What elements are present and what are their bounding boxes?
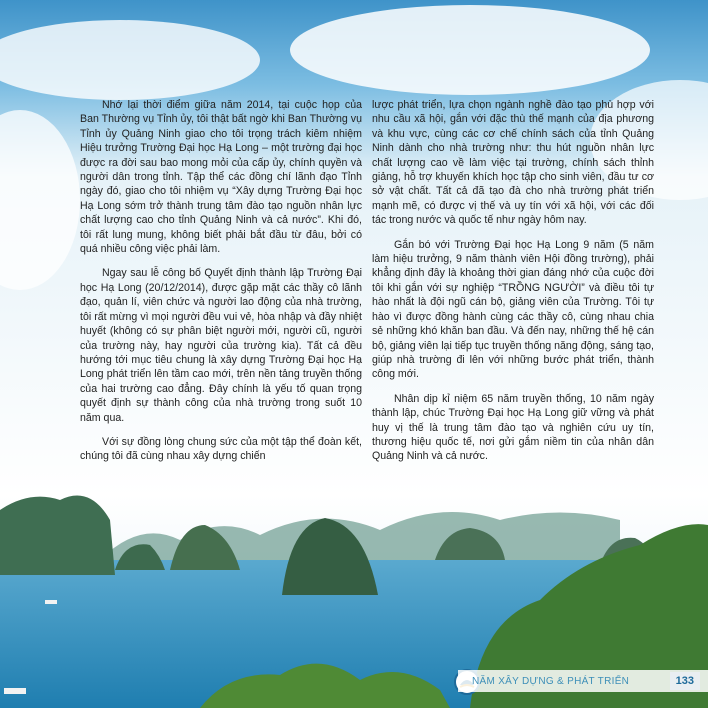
boat [4,688,26,694]
paragraph: Gắn bó với Trường Đại học Hạ Long 9 năm (5 năm làm hiệu trưởng, 9 năm thành viên Hội đồng trường), phải khẳng định đây là khoảng thời gian đáng nhớ của cuộc đời tôi khi gắn với sự nghiệp “TRỒNG NGƯỜI” và điều tôi tự hào nhất là đội ngũ cán bộ, giảng viên của Trường. Tôi tự hào vì được đồng hành cùng các thầy cô, cùng nhau chia sẻ những khó khăn ban đầu. Và đến nay, những thế hệ cán bộ, giảng viên lại tiếp tục truyền thống năng động, sáng tạo, giúp nhà trường đi lên với những bước phát triển, thành công mới. [372,238,654,381]
left-text-column [80,98,362,474]
paragraph: Nhân dịp kỉ niệm 65 năm truyền thống, 10 năm ngày thành lập, chúc Trường Đại học Hạ Long giữ vững và phát huy vị thế là trung tâm đào tạo và nghiên cứu uy tín, thương hiệu quốc tế, nơi gửi gắm niềm tin của nhân dân Quảng Ninh và cả nước. [372,392,654,463]
cloud [290,5,650,95]
page-number: 133 [670,672,700,690]
paragraph: Với sự đồng lòng chung sức của một tập thể đoàn kết, chúng tôi đã cùng nhau xây dựng chiến [80,435,362,463]
paragraph: Ngay sau lễ công bố Quyết định thành lập Trường Đại học Hạ Long (20/12/2014), được gặp mặt các thầy cô lãnh đạo, quản lí, viên chức và người lao động của nhà trường, tôi rất mừng vì mọi người đều vui vẻ, hòa nhập và đầy nhiệt huyết (không có sự phân biệt người mới, người cũ, người của trường này, hay người của trường kia). Tất cả đều hướng tới mục tiêu chung là xây dựng Trường Đại học Hạ Long phát triển lên tầm cao mới, trên nền tảng truyền thống của hai trường cao đẳng. Đây chính là yếu tố quan trọng quyết định sự thành công của nhà trường trong suốt 10 năm qua. [80,267,362,424]
page-footer [458,670,708,692]
right-text-column [372,98,654,474]
paragraph: lược phát triển, lựa chọn ngành nghề đào tạo phù hợp với nhu cầu xã hội, gắn với đặc thù thế mạnh của địa phương và khu vực, cùng các cơ chế chính sách của tỉnh Quảng Ninh dành cho nhà trường như: thu hút nguồn nhân lực chất lượng cao về làm việc tại trường, chính sách thỉnh giảng, hỗ trợ khuyến khích học tập cho sinh viên, đầu tư cơ sở vật chất. Tất cả đã tạo đà cho nhà trường phát triển mạnh mẽ, có được vị thế và uy tín với xã hội, với các đối tác trong nước và quốc tế như ngày hôm nay. [372,99,654,227]
island-left [0,496,115,576]
boat [45,600,57,604]
paragraph: Nhớ lại thời điểm giữa năm 2014, tại cuộc họp của Ban Thường vụ Tỉnh ủy, tôi thật bất ngờ khi Ban Thường vụ Tỉnh ủy Quảng Ninh giao cho tôi trọng trách kiêm nhiệm Hiệu trưởng Trường Đại học Hạ Long – một trường đại học được ra đời sau bao mong mỏi của cấp ủy, chính quyền và người dân trong tỉnh. Tập thể các đồng chí lãnh đạo Tỉnh ngày đó, giao cho tôi nhiệm vụ “Xây dựng Trường Đại học Hạ Long sớm trở thành trung tâm đào tạo nguồn nhân lực chất lượng cao cho tỉnh Quảng Ninh và cả nước”. Khi đó, tôi rất lung mung, không biết phải bắt đầu từ đâu, bởi có quá nhiều công việc phải làm. [80,99,362,256]
footer-title: NĂM XÂY DỰNG & PHÁT TRIỂN [472,675,630,687]
